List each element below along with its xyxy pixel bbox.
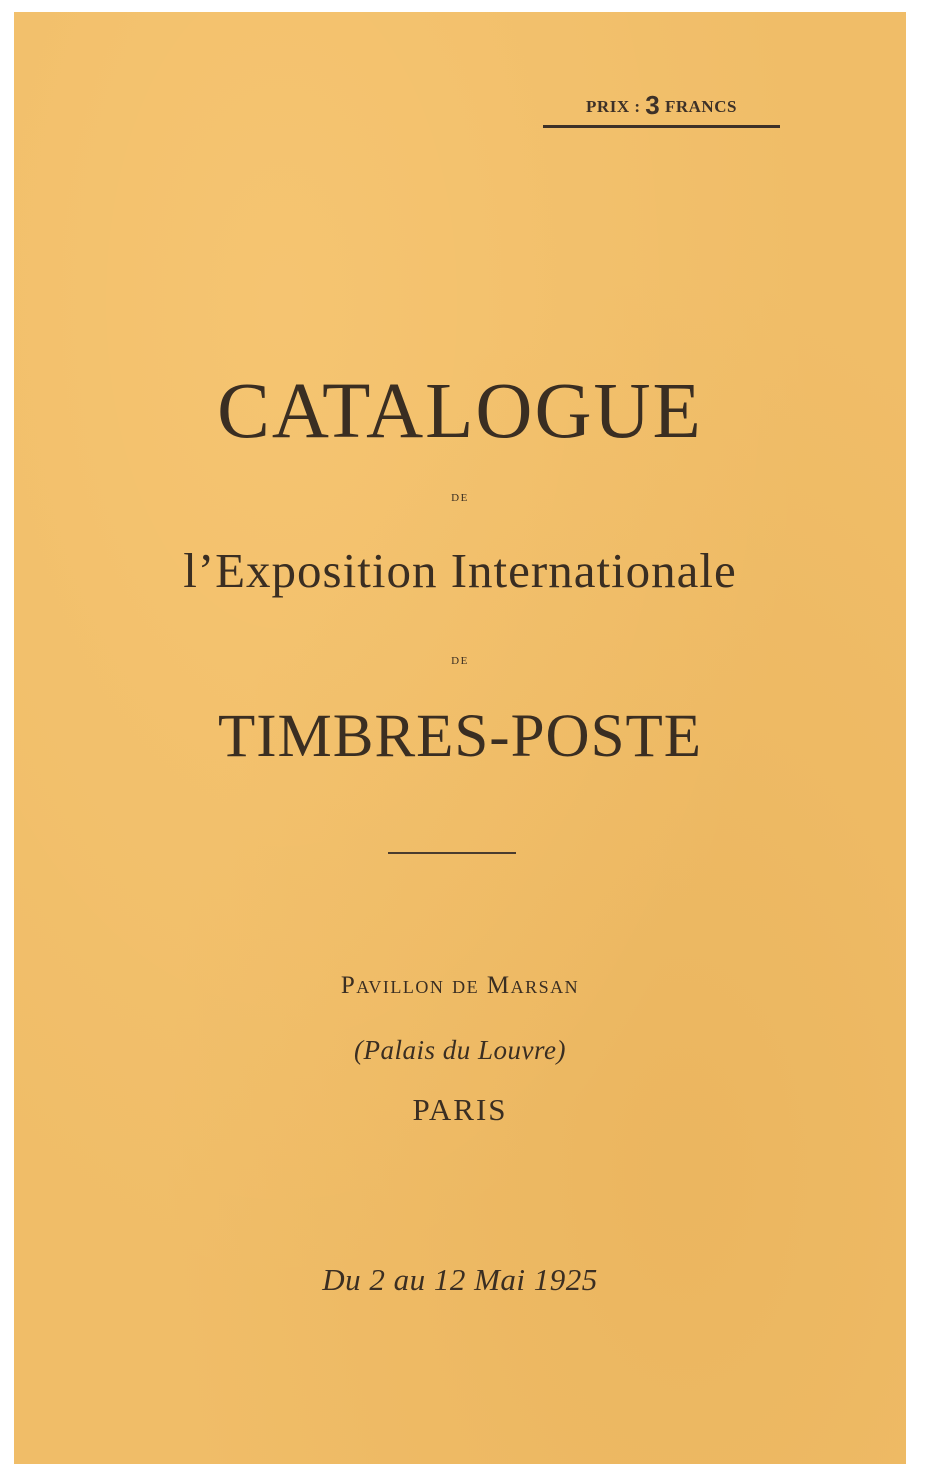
catalogue-cover — [14, 12, 906, 1464]
venue-palais: (Palais du Louvre) — [354, 1035, 566, 1065]
venue-city: PARIS — [412, 1092, 508, 1127]
price-prefix: PRIX : — [586, 97, 646, 116]
cover-subtitle: l’Exposition Internationale — [183, 543, 737, 598]
cover-title-second: TIMBRES-POSTE — [217, 703, 703, 770]
price-number: 3 — [645, 90, 661, 120]
cover-title: CATALOGUE — [217, 368, 703, 455]
venue-name: Pavillon de Marsan — [340, 972, 580, 999]
price-label — [543, 90, 780, 128]
connector-de-1: DE — [451, 492, 469, 504]
divider-rule — [388, 852, 516, 854]
price-suffix: FRANCS — [660, 97, 737, 116]
connector-de-2: DE — [451, 655, 469, 667]
exhibition-dates: Du 2 au 12 Mai 1925 — [322, 1262, 598, 1297]
